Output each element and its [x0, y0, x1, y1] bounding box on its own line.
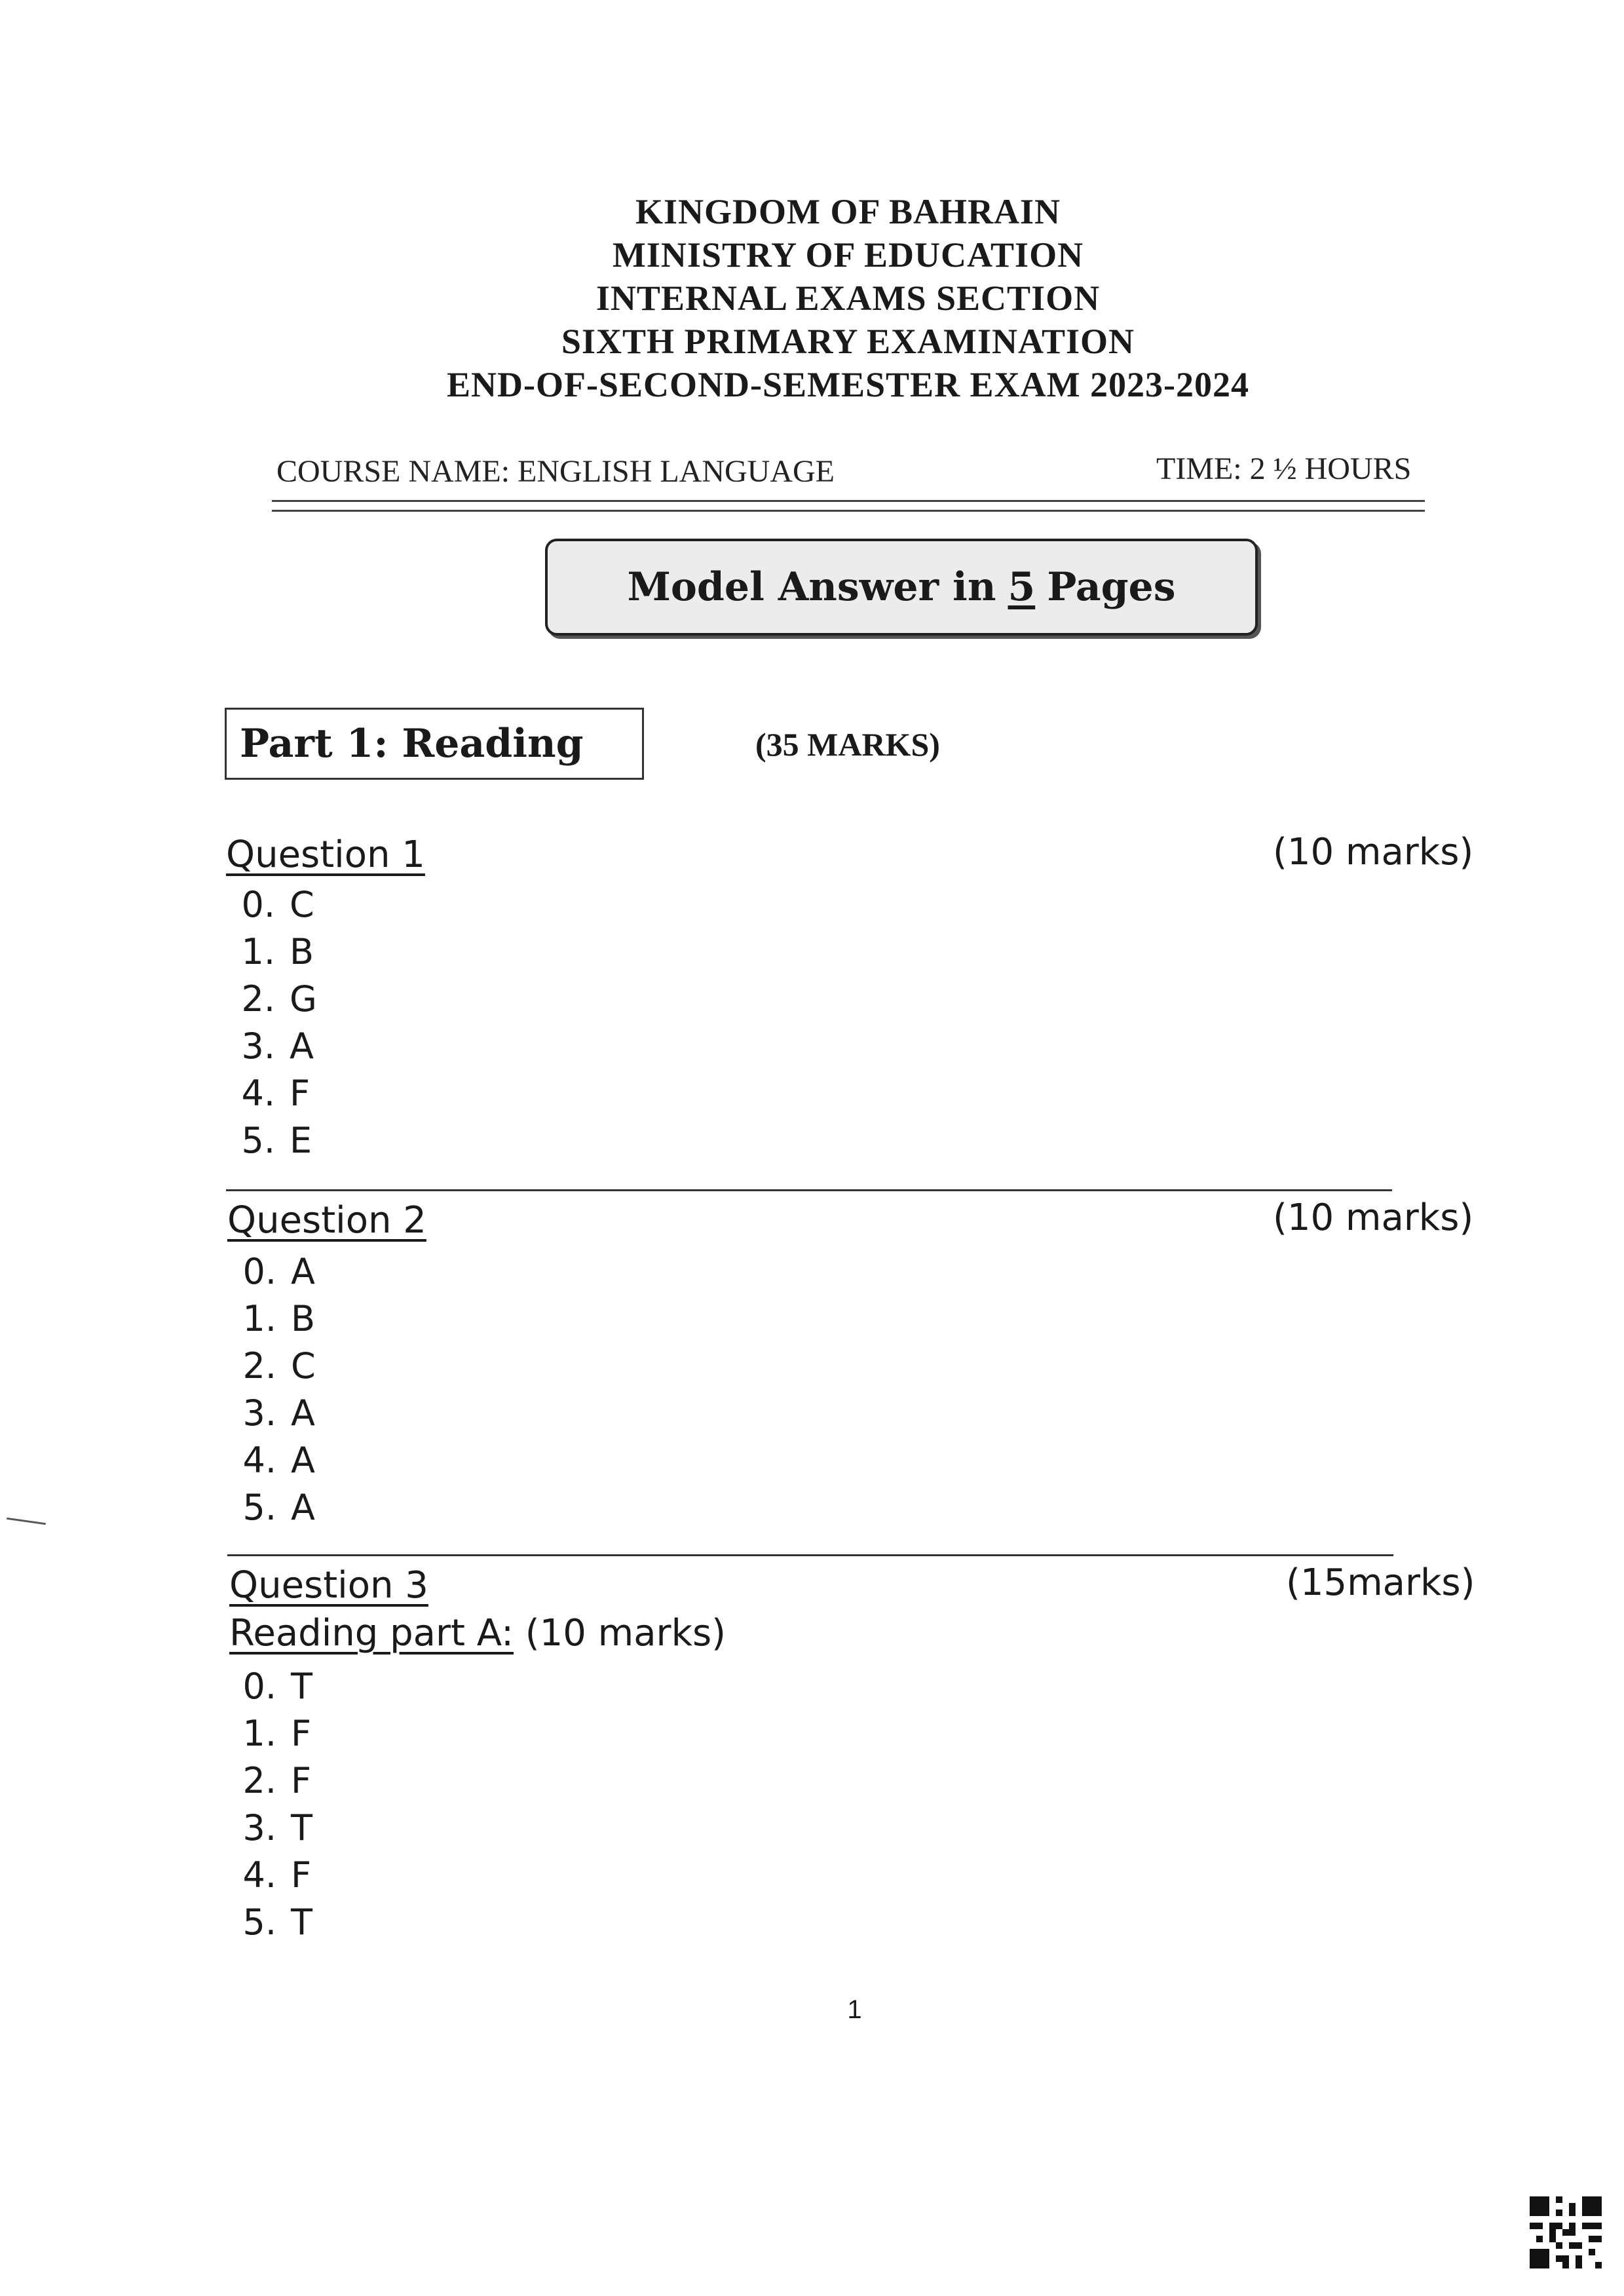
reading-part-a-heading [229, 1612, 726, 1655]
part1-title: Part 1: Reading [240, 721, 584, 767]
header-ministry: MINISTRY OF EDUCATION [612, 235, 1084, 275]
answer-item: 4. F [241, 1073, 311, 1114]
exam-time: TIME: 2 ½ HOURS [1156, 451, 1412, 486]
model-answer-pages: 5 [1008, 564, 1036, 610]
header-section: INTERNAL EXAMS SECTION [595, 278, 1101, 318]
answer-item: 2. C [242, 1345, 316, 1387]
header-kingdom: KINGDOM OF BAHRAIN [635, 192, 1061, 231]
reading-part-a-label: Reading part A: [229, 1612, 514, 1655]
question-3-title: Question 3 [229, 1564, 428, 1607]
answer-item: 0. T [242, 1666, 312, 1707]
model-answer-prefix: Model Answer in [627, 564, 996, 610]
question-1-answers [229, 881, 317, 1164]
reading-part-a-marks: (10 marks) [525, 1612, 727, 1655]
question-1-title: Question 1 [226, 833, 425, 876]
section-divider [226, 1189, 1392, 1191]
answer-item: 1. B [241, 931, 314, 972]
question-2-marks: (10 marks) [1273, 1196, 1474, 1239]
section-divider [227, 1554, 1393, 1556]
model-answer-suffix: Pages [1047, 564, 1176, 610]
question-3-marks: (15marks) [1286, 1561, 1475, 1604]
model-answer-banner [545, 539, 1258, 636]
page-number: 1 [847, 1995, 862, 2024]
part1-title-box [225, 708, 644, 780]
answer-item: 1. F [242, 1713, 312, 1754]
answer-item: 0. A [242, 1251, 315, 1292]
question-2-title: Question 2 [227, 1199, 426, 1242]
part1-marks: (35 MARKS) [755, 726, 940, 763]
answer-item: 5. T [242, 1902, 312, 1943]
answer-item: 5. E [241, 1120, 312, 1161]
answer-item: 5. A [242, 1487, 315, 1528]
header-examination: SIXTH PRIMARY EXAMINATION [561, 322, 1135, 361]
header-exam-title: END-OF-SECOND-SEMESTER EXAM 2023-2024 [446, 365, 1250, 404]
answer-item: 2. F [242, 1760, 312, 1801]
course-name: COURSE NAME: ENGLISH LANGUAGE [276, 454, 835, 489]
question-2-answers [231, 1248, 316, 1531]
answer-item: 4. A [242, 1440, 315, 1481]
answer-item: 0. C [241, 884, 314, 925]
answer-item: 1. B [242, 1298, 316, 1339]
scan-mark [7, 1518, 46, 1525]
header-double-rule [272, 500, 1425, 512]
question-3-answers [231, 1663, 312, 1946]
answer-item: 2. G [241, 978, 317, 1020]
answer-item: 3. T [242, 1807, 312, 1848]
answer-item: 4. F [242, 1854, 312, 1896]
question-1-marks: (10 marks) [1273, 831, 1474, 873]
answer-item: 3. A [242, 1392, 315, 1434]
qr-code-icon [1530, 2196, 1602, 2268]
answer-item: 3. A [241, 1025, 314, 1067]
